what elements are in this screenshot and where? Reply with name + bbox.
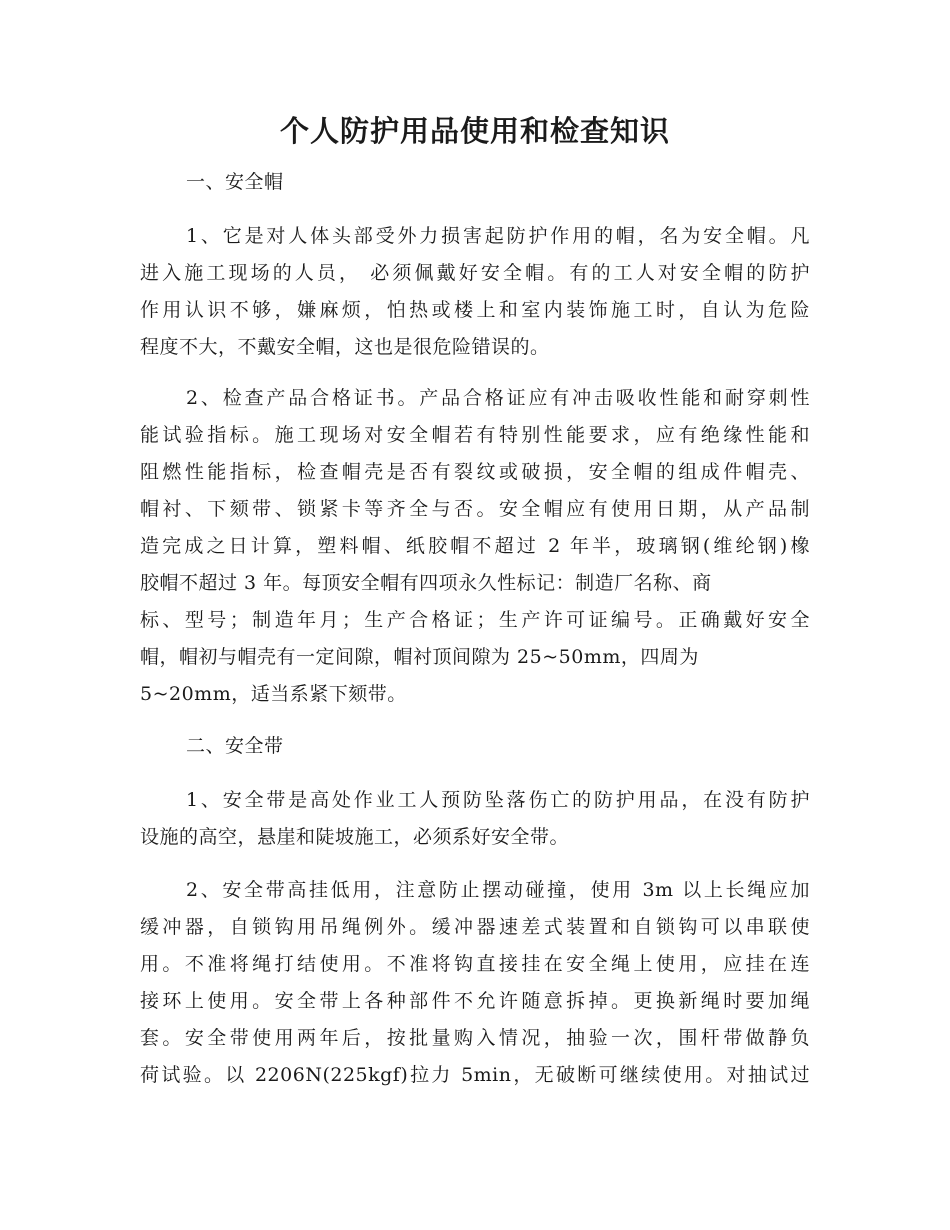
document-title: 个人防护用品使用和检查知识 <box>279 114 670 148</box>
text-line: 作用认识不够，嫌麻烦，怕热或楼上和室内装饰施工时，自认为危险 <box>140 299 810 321</box>
section-heading: 二、安全带 <box>186 735 284 757</box>
text-line: 造完成之日计算，塑料帽、纸胶帽不超过 2 年半，玻璃钢(维纶钢)橡 <box>140 535 810 557</box>
text-line: 套。安全带使用两年后，按批量购入情况，抽验一次，围杆带做静负 <box>140 1027 810 1049</box>
text-line: 2、检查产品合格证书。产品合格证应有冲击吸收性能和耐穿刺性 <box>186 387 810 409</box>
text-line: 进入施工现场的人员， 必须佩戴好安全帽。有的工人对安全帽的防护 <box>140 262 810 284</box>
text-line: 能试验指标。施工现场对安全帽若有特别性能要求，应有绝缘性能和 <box>140 424 810 446</box>
text-line: 设施的高空，悬崖和陡坡施工，必须系好安全带。 <box>140 826 570 848</box>
text-line: 程度不大，不戴安全帽，这也是很危险错误的。 <box>140 336 550 358</box>
text-line: 阻燃性能指标，检查帽壳是否有裂纹或破损，安全帽的组成件帽壳、 <box>140 461 810 483</box>
section-heading-safety-belt <box>140 728 810 765</box>
text-line: 5~20mm，适当系紧下颏带。 <box>140 683 407 705</box>
text-line: 缓冲器，自锁钩用吊绳例外。缓冲器速差式装置和自锁钩可以串联使 <box>140 916 810 938</box>
section-heading: 一、安全帽 <box>186 171 284 193</box>
text-line: 荷试验。以 2206N(225kgf)拉力 5min，无破断可继续使用。对抽试过 <box>140 1064 810 1086</box>
text-line: 胶帽不超过 3 年。每顶安全帽有四项永久性标记：制造厂名称、商 <box>140 572 712 594</box>
text-line: 接环上使用。安全带上各种部件不允许随意拆掉。更换新绳时要加绳 <box>140 990 810 1012</box>
paragraph <box>140 218 810 366</box>
paragraph <box>140 782 810 856</box>
text-line: 1、安全带是高处作业工人预防坠落伤亡的防护用品，在没有防护 <box>186 789 810 811</box>
paragraph <box>140 380 810 713</box>
text-line: 标、型号；制造年月；生产合格证；生产许可证编号。正确戴好安全 <box>140 609 810 631</box>
paragraph <box>140 872 810 1094</box>
text-line: 2、安全带高挂低用，注意防止摆动碰撞，使用 3m 以上长绳应加 <box>186 879 810 901</box>
text-line: 帽，帽初与帽壳有一定间隙，帽衬顶间隙为 25~50mm，四周为 <box>140 646 699 668</box>
text-line: 帽衬、下颏带、锁紧卡等齐全与否。安全帽应有使用日期，从产品制 <box>140 498 810 520</box>
text-line: 1、它是对人体头部受外力损害起防护作用的帽，名为安全帽。凡 <box>186 225 810 247</box>
text-line: 用。不准将绳打结使用。不准将钩直接挂在安全绳上使用，应挂在连 <box>140 953 810 975</box>
section-heading-safety-helmet <box>140 164 810 201</box>
